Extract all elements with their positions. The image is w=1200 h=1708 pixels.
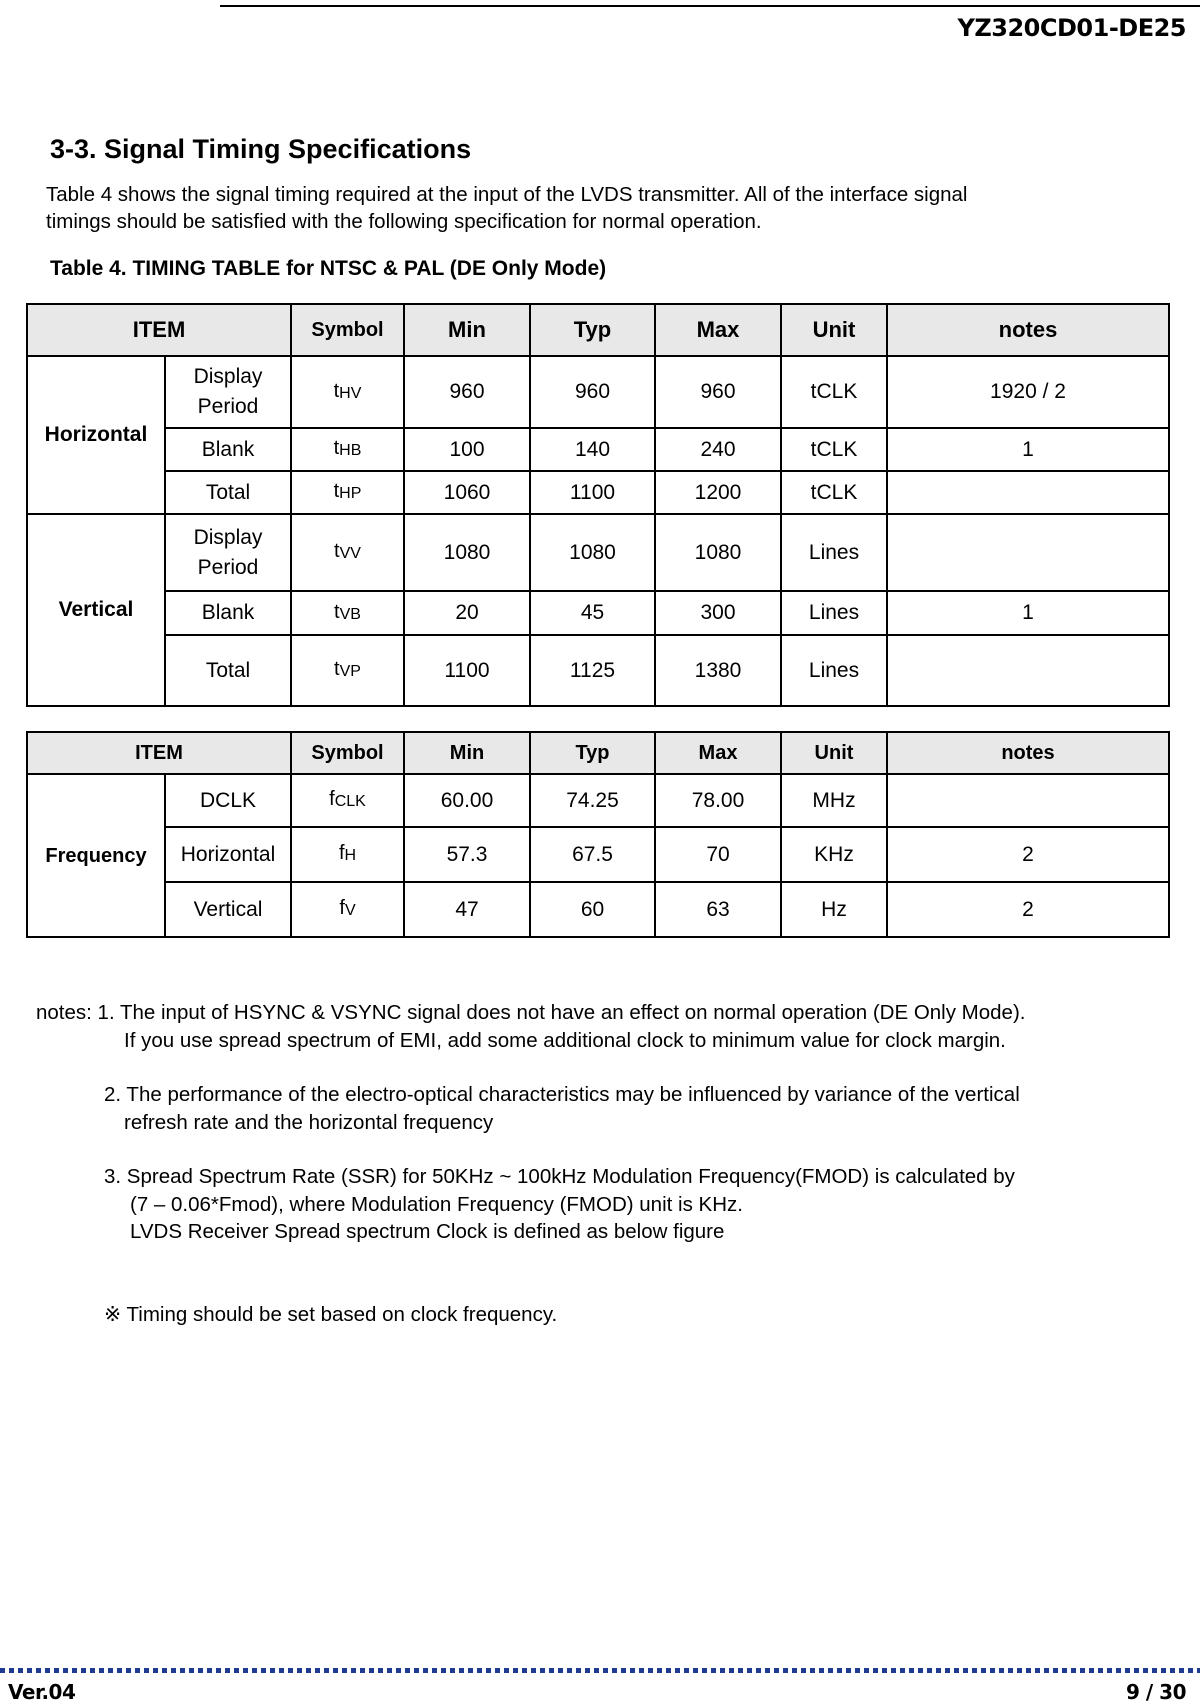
symbol-sub: CLK <box>334 793 366 810</box>
typ-cell: 74.25 <box>530 774 655 827</box>
group-label-vertical: Vertical <box>27 514 165 706</box>
param-cell: Display Period <box>165 514 291 591</box>
symbol-base: t <box>334 600 340 623</box>
notes-cell: 1 <box>887 591 1169 635</box>
min-cell: 960 <box>404 356 530 428</box>
notes-cell <box>887 635 1169 706</box>
table-row <box>27 635 1169 706</box>
table-caption: Table 4. TIMING TABLE for NTSC & PAL (DE Only Mode) <box>50 257 607 280</box>
param-cell: Total <box>165 635 291 706</box>
typ-cell: 1125 <box>530 635 655 706</box>
param-cell: Blank <box>165 591 291 635</box>
frequency-table <box>26 731 1170 938</box>
header-max: Max <box>655 732 781 774</box>
table-header-row <box>27 732 1169 774</box>
header-min: Min <box>404 304 530 356</box>
table-row <box>27 356 1169 428</box>
symbol-sub: VP <box>339 663 361 680</box>
unit-cell: KHz <box>781 827 887 882</box>
typ-cell: 960 <box>530 356 655 428</box>
max-cell: 78.00 <box>655 774 781 827</box>
max-cell: 1080 <box>655 514 781 591</box>
notes-section <box>36 999 1176 1328</box>
symbol-cell <box>291 591 404 635</box>
max-cell: 240 <box>655 428 781 471</box>
symbol-base: f <box>329 788 335 810</box>
max-cell: 300 <box>655 591 781 635</box>
symbol-sub: HB <box>339 442 362 459</box>
group-label-frequency: Frequency <box>27 774 165 937</box>
unit-cell: Lines <box>781 514 887 591</box>
intro-line: Table 4 shows the signal timing required at the input of the LVDS transmitter. All of the interface signal <box>46 183 968 206</box>
symbol-base: t <box>333 480 340 502</box>
header-item: ITEM <box>27 304 291 356</box>
typ-cell: 67.5 <box>530 827 655 882</box>
table-row <box>27 827 1169 882</box>
symbol-sub: HV <box>339 384 362 402</box>
notes-cell <box>887 514 1169 591</box>
table-row <box>27 591 1169 635</box>
unit-cell: tCLK <box>781 356 887 428</box>
typ-cell: 60 <box>530 882 655 937</box>
typ-cell: 1100 <box>530 471 655 514</box>
typ-cell: 45 <box>530 591 655 635</box>
symbol-sub: V <box>344 902 356 919</box>
min-cell: 100 <box>404 428 530 471</box>
header-item: ITEM <box>27 732 291 774</box>
notes-cell: 2 <box>887 827 1169 882</box>
group-label-horizontal: Horizontal <box>27 356 165 514</box>
intro-line: timings should be satisfied with the following specification for normal operation. <box>46 210 762 233</box>
symbol-base: t <box>334 658 340 680</box>
symbol-cell <box>291 635 404 706</box>
note-line: 3. Spread Spectrum Rate (SSR) for 50KHz ~ 100kHz Modulation Frequency(FMOD) is calculated by <box>104 1165 1015 1188</box>
param-cell: Total <box>165 471 291 514</box>
header-typ: Typ <box>530 732 655 774</box>
notes-cell <box>887 774 1169 827</box>
param-cell: DCLK <box>165 774 291 827</box>
table-header-row <box>27 304 1169 356</box>
note-line: notes: 1. The input of HSYNC & VSYNC signal does not have an effect on normal operation (DE Only Mode). <box>36 1001 1026 1024</box>
param-cell: Horizontal <box>165 827 291 882</box>
min-cell: 1060 <box>404 471 530 514</box>
symbol-cell <box>291 471 404 514</box>
table-row <box>27 514 1169 591</box>
param-cell: Vertical <box>165 882 291 937</box>
section-title: 3-3. Signal Timing Specifications <box>50 134 472 164</box>
typ-cell: 140 <box>530 428 655 471</box>
notes-cell: 1 <box>887 428 1169 471</box>
min-cell: 1100 <box>404 635 530 706</box>
header-notes: notes <box>887 304 1169 356</box>
header-symbol: Symbol <box>291 304 404 356</box>
symbol-base: t <box>333 437 340 459</box>
symbol-base: f <box>339 897 345 919</box>
notes-cell: 2 <box>887 882 1169 937</box>
symbol-base: f <box>338 842 345 864</box>
document-id: YZ320CD01-DE25 <box>957 14 1186 42</box>
note-2 <box>36 1081 1176 1136</box>
note-1 <box>36 999 1176 1054</box>
note-line: refresh rate and the horizontal frequency <box>124 1110 494 1134</box>
symbol-base: t <box>333 379 340 402</box>
notes-cell <box>887 471 1169 514</box>
intro-paragraph <box>46 181 1156 235</box>
min-cell: 1080 <box>404 514 530 591</box>
header-rule <box>220 5 1200 7</box>
param-cell: Blank <box>165 428 291 471</box>
max-cell: 960 <box>655 356 781 428</box>
symbol-base: t <box>334 540 340 562</box>
header-symbol: Symbol <box>291 732 404 774</box>
table-row <box>27 471 1169 514</box>
footer-dotted-rule <box>0 1668 1200 1673</box>
version-label: Ver.04 <box>8 1680 76 1704</box>
symbol-sub: VV <box>339 545 361 562</box>
symbol-sub: H <box>344 847 357 864</box>
unit-cell: Lines <box>781 591 887 635</box>
typ-cell: 1080 <box>530 514 655 591</box>
symbol-cell <box>291 428 404 471</box>
min-cell: 20 <box>404 591 530 635</box>
note-line: (7 – 0.06*Fmod), where Modulation Frequency (FMOD) unit is KHz. <box>130 1192 743 1216</box>
header-min: Min <box>404 732 530 774</box>
note-3 <box>36 1163 1176 1246</box>
symbol-cell <box>291 882 404 937</box>
max-cell: 63 <box>655 882 781 937</box>
max-cell: 1380 <box>655 635 781 706</box>
min-cell: 47 <box>404 882 530 937</box>
symbol-cell <box>291 356 404 428</box>
header-unit: Unit <box>781 304 887 356</box>
notes-cell: 1920 / 2 <box>887 356 1169 428</box>
header-unit: Unit <box>781 732 887 774</box>
note-line: If you use spread spectrum of EMI, add some additional clock to minimum value for clock margin. <box>124 1028 1006 1052</box>
symbol-sub: HP <box>339 485 362 502</box>
table-row <box>27 428 1169 471</box>
symbol-cell <box>291 514 404 591</box>
header-max: Max <box>655 304 781 356</box>
header-notes: notes <box>887 732 1169 774</box>
param-cell: Display Period <box>165 356 291 428</box>
symbol-cell <box>291 774 404 827</box>
unit-cell: Hz <box>781 882 887 937</box>
timing-remark: ※ Timing should be set based on clock frequency. <box>104 1302 558 1326</box>
min-cell: 60.00 <box>404 774 530 827</box>
note-line: LVDS Receiver Spread spectrum Clock is defined as below figure <box>130 1220 725 1243</box>
unit-cell: MHz <box>781 774 887 827</box>
header-typ: Typ <box>530 304 655 356</box>
max-cell: 70 <box>655 827 781 882</box>
unit-cell: tCLK <box>781 471 887 514</box>
table-row <box>27 882 1169 937</box>
unit-cell: tCLK <box>781 428 887 471</box>
table-row <box>27 774 1169 827</box>
timing-table <box>26 303 1170 707</box>
unit-cell: Lines <box>781 635 887 706</box>
symbol-cell <box>291 827 404 882</box>
note-line: 2. The performance of the electro-optical characteristics may be influenced by variance of the vertical <box>104 1083 1020 1106</box>
page-number: 9 / 30 <box>1126 1680 1186 1704</box>
min-cell: 57.3 <box>404 827 530 882</box>
symbol-sub: VB <box>339 605 361 623</box>
max-cell: 1200 <box>655 471 781 514</box>
